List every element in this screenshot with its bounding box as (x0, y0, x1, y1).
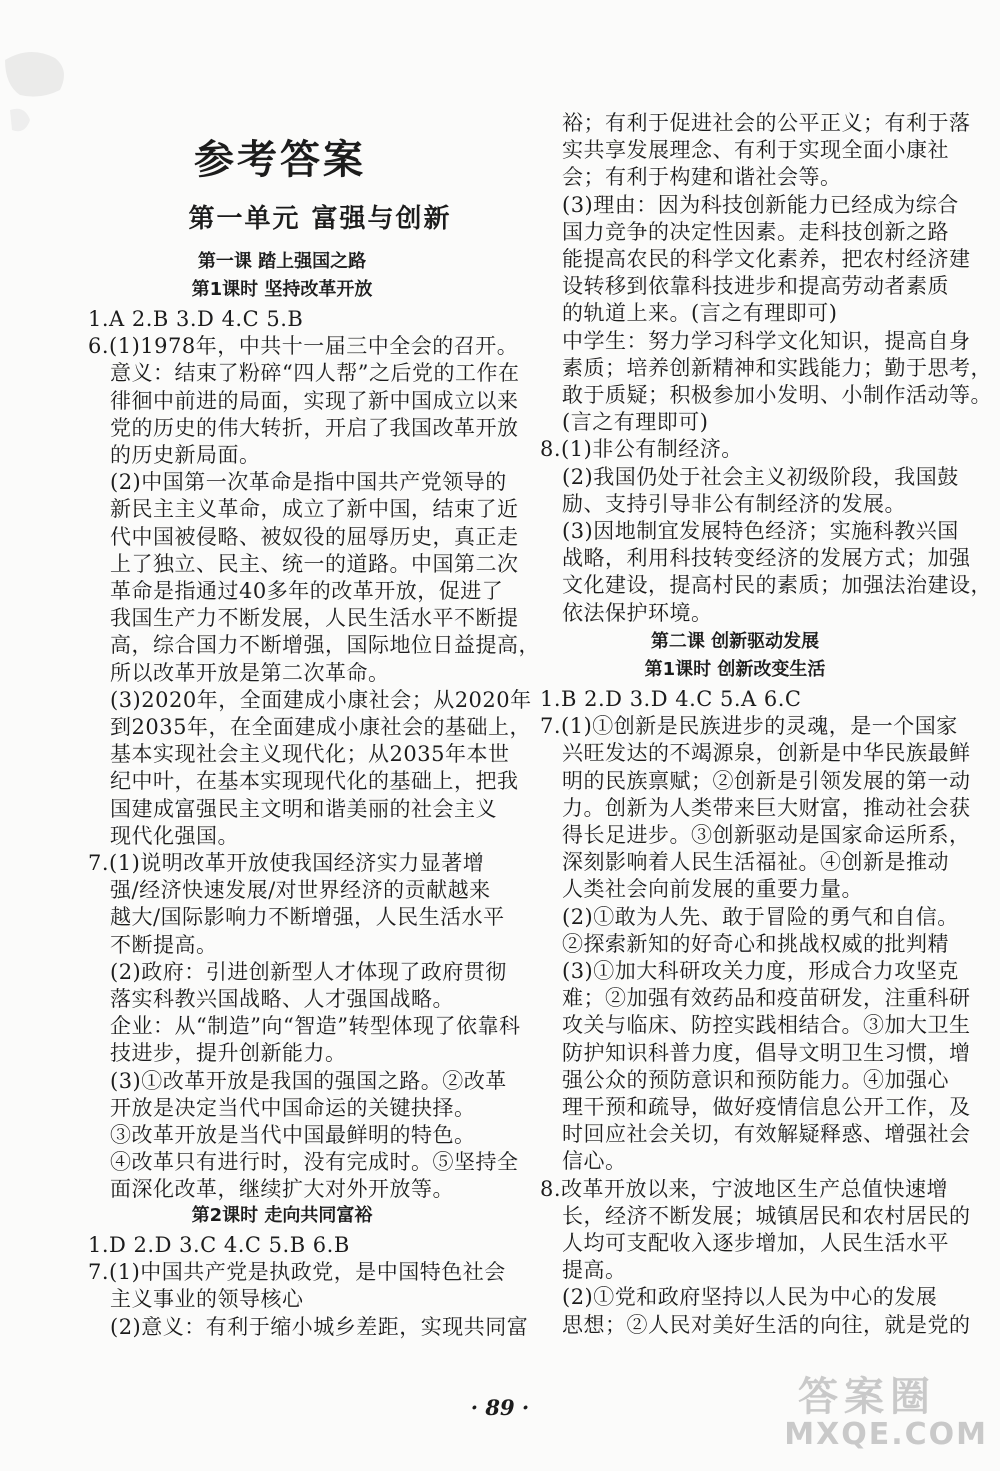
answer-line: 面深化改革，继续扩大对外开放等。 (110, 1177, 454, 1202)
answer-line: 上了独立、民主、统一的道路。中国第二次 (110, 551, 519, 576)
answer-line: 明的民族禀赋；②创新是引领发展的第一动 (562, 768, 971, 793)
answer-line: 徘徊中前进的局面，实现了新中国成立以来 (110, 388, 519, 413)
answer-line: 力。创新为人类带来巨大财富，推动社会获 (562, 795, 971, 820)
answer-line: 新民主主义革命，成立了新中国，结束了近 (110, 497, 519, 522)
answer-line: 实共享发展理念、有利于实现全面小康社 (562, 138, 949, 163)
lesson-2-title: 第二课 创新驱动发展 (650, 631, 820, 652)
answer-line: 国力竞争的决定性因素。走科技创新之路 (562, 219, 949, 244)
answer-line: 1.B 2.D 3.D 4.C 5.A 6.C (540, 687, 802, 711)
answer-line: 国建成富强民主文明和谐美丽的社会主义 (110, 796, 497, 821)
answer-line: 能提高农民的科学文化素养，把农村经济建 (562, 247, 971, 271)
answer-line: 7.(1)说明改革开放使我国经济实力显著增 (88, 851, 485, 875)
answer-line: 时回应社会关切，有效解疑释惑、增强社会 (562, 1122, 971, 1147)
answer-line: 信心。 (562, 1149, 627, 1174)
answer-line: 敢于质疑；积极参加小发明、小制作活动等。 (562, 383, 992, 407)
answer-line: 开放是决定当代中国命运的关键抉择。 (110, 1095, 476, 1120)
answer-line: 中学生：努力学习科学文化知识，提高自身 (562, 328, 971, 353)
answer-line: 主义事业的领导核心 (110, 1287, 304, 1312)
page-title: 参考答案 (194, 137, 366, 183)
answer-line: (2)我国仍处于社会主义初级阶段，我国鼓 (562, 464, 959, 489)
answer-line: 深刻影响着人民生活福祉。④创新是推动 (562, 850, 949, 875)
answer-line: 人类社会向前发展的重要力量。 (562, 877, 863, 902)
answer-line: 企业：从“制造”向“智造”转型体现了依靠科 (110, 1014, 521, 1039)
answer-line: 得长足进步。③创新驱动是国家命运所系， (562, 823, 971, 847)
answer-line: 防护知识科普力度，倡导文明卫生习惯，增 (562, 1040, 971, 1065)
answer-line: (2)意义：有利于缩小城乡差距，实现共同富 (110, 1314, 529, 1339)
answer-line: 基本实现社会主义现代化；从2035年本世 (110, 742, 510, 767)
answer-line: 依法保护环境。 (562, 600, 713, 625)
answer-line: 人均可支配收入逐步增加，人民生活水平 (562, 1231, 949, 1255)
answer-line: 现代化强国。 (110, 823, 239, 848)
answer-line: 7.(1)①创新是民族进步的灵魂，是一个国家 (540, 714, 958, 739)
answer-line: ④改革只有进行时，没有完成时。⑤坚持全 (110, 1150, 519, 1175)
answer-line: 落实科教兴国战略、人才强国战略。 (110, 987, 454, 1011)
answer-line: 会；有利于构建和谐社会等。 (562, 165, 842, 190)
answer-line: 到2035年，在全面建成小康社会的基础上， (110, 715, 531, 739)
answer-line: 的历史新局面。 (110, 443, 261, 467)
answer-line: 思想；②人民对美好生活的向往，就是党的 (562, 1312, 971, 1337)
answer-line: 难；②加强有效药品和疫苗研发，注重科研 (562, 986, 971, 1011)
answer-line: (2)①敢为人先、敢于冒险的勇气和自信。 (562, 904, 959, 929)
answer-line: 强/经济快速发展/对世界经济的贡献越来 (110, 878, 491, 903)
answer-line: (2)①党和政府坚持以人民为中心的发展 (562, 1285, 938, 1310)
answer-line: 裕；有利于促进社会的公平正义；有利于落 (562, 111, 971, 135)
answer-line: 攻关与临床、防控实践相结合。③加大卫生 (562, 1013, 971, 1038)
answer-line: (3)2020年，全面建成小康社会；从2020年 (110, 687, 532, 712)
period-2-title: 第2课时 走向共同富裕 (191, 1205, 373, 1226)
answer-line: 党的历史的伟大转折，开启了我国改革开放 (110, 415, 519, 440)
answer-line: 不断提高。 (110, 932, 218, 957)
page-number: · 89 · (470, 1395, 530, 1420)
watermark-url: MXQE.COM (784, 1417, 988, 1452)
answer-line: 越大/国际影响力不断增强，人民生活水平 (110, 905, 505, 930)
answer-line: 长，经济不断发展；城镇居民和农村居民的 (562, 1203, 971, 1228)
answer-line: 代中国被侵略、被奴役的屈辱历史，真正走 (110, 524, 519, 549)
answer-line: 技进步，提升创新能力。 (110, 1041, 347, 1066)
answer-line: 强公众的预防意识和预防能力。④加强心 (562, 1067, 949, 1092)
answer-line: 7.(1)中国共产党是执政党，是中国特色社会 (88, 1260, 506, 1285)
answer-line: ②探索新知的好奇心和挑战权威的批判精 (562, 931, 949, 956)
answer-line: (3)①改革开放是我国的强国之路。②改革 (110, 1068, 507, 1093)
answer-line: 我国生产力不断发展，人民生活水平不断提 (110, 606, 519, 631)
period-1-title: 第1课时 坚持改革开放 (191, 279, 373, 300)
answer-line: 6.(1)1978年，中共十一届三中全会的召开。 (88, 334, 519, 359)
answer-line: (2)政府：引进创新型人才体现了政府贯彻 (110, 959, 507, 984)
unit-title: 第一单元 富强与创新 (188, 204, 452, 234)
answer-line: 兴旺发达的不竭源泉，创新是中华民族最鲜 (562, 741, 971, 766)
answer-line: 设转移到依靠科技进步和提高劳动者素质 (562, 274, 949, 299)
answer-line: (3)①加大科研攻关力度，形成合力攻坚克 (562, 959, 959, 983)
answer-line: 所以改革开放是第二次革命。 (110, 660, 390, 685)
watermark-logo: 答案圈 (798, 1374, 936, 1420)
answer-line: 8.(1)非公有制经济。 (540, 437, 743, 462)
answer-line: 励、支持引导非公有制经济的发展。 (562, 491, 906, 516)
answer-line: 文化建设，提高村民的素质；加强法治建设， (562, 573, 992, 598)
answer-line: 提高。 (562, 1258, 627, 1283)
answer-line: (3)理由：因为科技创新能力已经成为综合 (562, 192, 959, 217)
answer-line: 理干预和疏导，做好疫情信息公开工作，及 (562, 1095, 971, 1119)
answer-line: 8.改革开放以来，宁波地区生产总值快速增 (540, 1176, 949, 1201)
answer-line: (3)因地制宜发展特色经济；实施科教兴国 (562, 519, 959, 543)
answer-line: 的轨道上来。(言之有理即可) (562, 301, 838, 326)
answer-line: 战略，利用科技转变经济的发展方式；加强 (562, 546, 971, 571)
lesson-1-title: 第一课 踏上强国之路 (197, 251, 367, 272)
watermark (688, 1365, 988, 1455)
answer-line: ③改革开放是当代中国最鲜明的特色。 (110, 1123, 476, 1147)
answer-line: (言之有理即可) (562, 410, 709, 435)
period-3-title: 第1课时 创新改变生活 (644, 659, 826, 680)
answer-line: 1.A 2.B 3.D 4.C 5.B (88, 307, 304, 331)
answer-line: 高，综合国力不断增强，国际地位日益提高， (110, 633, 540, 658)
answer-line: 纪中叶，在基本实现现代化的基础上，把我 (110, 769, 519, 794)
answer-line: (2)中国第一次革命是指中国共产党领导的 (110, 470, 507, 495)
answer-line: 素质；培养创新精神和实践能力；勤于思考， (562, 355, 992, 380)
answer-line: 意义：结束了粉碎“四人帮”之后党的工作在 (110, 361, 520, 386)
answer-line: 革命是指通过40多年的改革开放，促进了 (110, 579, 504, 603)
answer-line: 1.D 2.D 3.C 4.C 5.B 6.B (88, 1233, 350, 1257)
